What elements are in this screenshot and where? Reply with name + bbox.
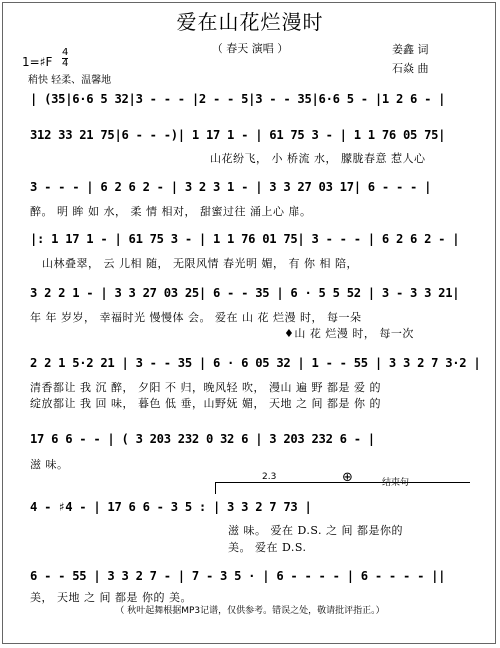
score-line-1: | (35|6·6 5 32|3 - - - |2 - - 5|3 - - 35|6·6 5 - |1 2 6 - | xyxy=(30,92,446,106)
lyric-line-5: 清香都让 我 沉 醉， 夕阳 不 归，晚风轻 吹， 漫山 遍 野 都是 爱 的 xyxy=(30,381,381,394)
lyric-line-4: 年 年 岁岁， 幸福时光 慢慢体 会。 爱在 山 花 烂漫 时， 每一朵 xyxy=(30,311,362,324)
lyric-line-2: 醉。 明 眸 如 水， 柔 情 相对， 甜蜜过往 涌上心 扉。 xyxy=(30,205,312,218)
score-line-8: 4 - ♯4 - | 17 6 6 - 3 5 : | 3 3 2 7 73 | xyxy=(30,500,312,514)
lyric-line-9: 美。 爱在 D.S. xyxy=(228,541,307,554)
score-line-5: 3 2 2 1 - | 3 3 27 03 25| 6 - - 35 | 6 · 5 5 52 | 3 - 3 3 21| xyxy=(30,286,460,300)
transcription-note: （ 秋叶起舞根据MP3记谱，仅供参考。错误之处，敬请批评指正。） xyxy=(115,606,385,616)
score-line-7: 17 6 6 - - | ( 3 203 232 0 32 6 | 3 203 232 6 - | xyxy=(30,432,375,446)
score-line-4: |: 1 17 1 - | 61 75 3 - | 1 1 76 01 75| 3 - - - | 6 2 6 2 - | xyxy=(30,232,460,246)
singer-credit: （ 春天 演唱 ） xyxy=(211,42,289,55)
lyric-line-8: 滋 味。 爱在 D.S. 之 间 都是你的 xyxy=(228,524,404,537)
time-signature: 4 4 xyxy=(62,47,69,69)
song-title: 爱在山花烂漫时 xyxy=(176,10,324,34)
key-signature: 1=♯F xyxy=(22,55,53,69)
lyric-line-3: 山林叠翠， 云 儿相 随， 无限风情 春光明 媚， 有 你 相 陪， xyxy=(42,257,358,270)
lyric-line-4b: ♦山 花 烂漫 时， 每一次 xyxy=(284,327,414,340)
volta-bracket-left xyxy=(215,482,216,494)
lyric-line-6: 绽放都让 我 回 味， 暮色 低 垂，山野妩 媚， 天地 之 间 都是 你 的 xyxy=(30,397,381,410)
tempo-marking: 稍快 轻柔、温馨地 xyxy=(28,75,112,86)
score-line-3: 3 - - - | 6 2 6 2 - | 3 2 3 1 - | 3 3 27 03 17| 6 - - - | xyxy=(30,180,432,194)
lyric-line-1: 山花纷飞， 小 桥流 水， 朦胧春意 惹人心 xyxy=(210,152,426,165)
coda-icon: ⊕ xyxy=(342,470,353,485)
score-line-6: 2 2 1 5·2 21 | 3 - - 35 | 6 · 6 05 32 | 1 - - 55 | 3 3 2 7 3·2 | xyxy=(30,356,481,370)
volta-number: 2.3 xyxy=(262,472,277,482)
lyric-line-10: 美， 天地 之 间 都是 你的 美。 xyxy=(30,591,192,604)
lyric-line-7: 滋 味。 xyxy=(30,458,69,471)
coda-label: 结束句 xyxy=(382,478,410,488)
composer-credit: 石焱 曲 xyxy=(392,62,429,75)
lyricist-credit: 姜鑫 词 xyxy=(392,43,429,56)
score-line-2: 312 33 21 75|6 - - -)| 1 17 1 - | 61 75 3 - | 1 1 76 05 75| xyxy=(30,128,446,142)
score-line-9: 6 - - 55 | 3 3 2 7 - | 7 - 3 5 · | 6 - - - - | 6 - - - - || xyxy=(30,569,446,583)
